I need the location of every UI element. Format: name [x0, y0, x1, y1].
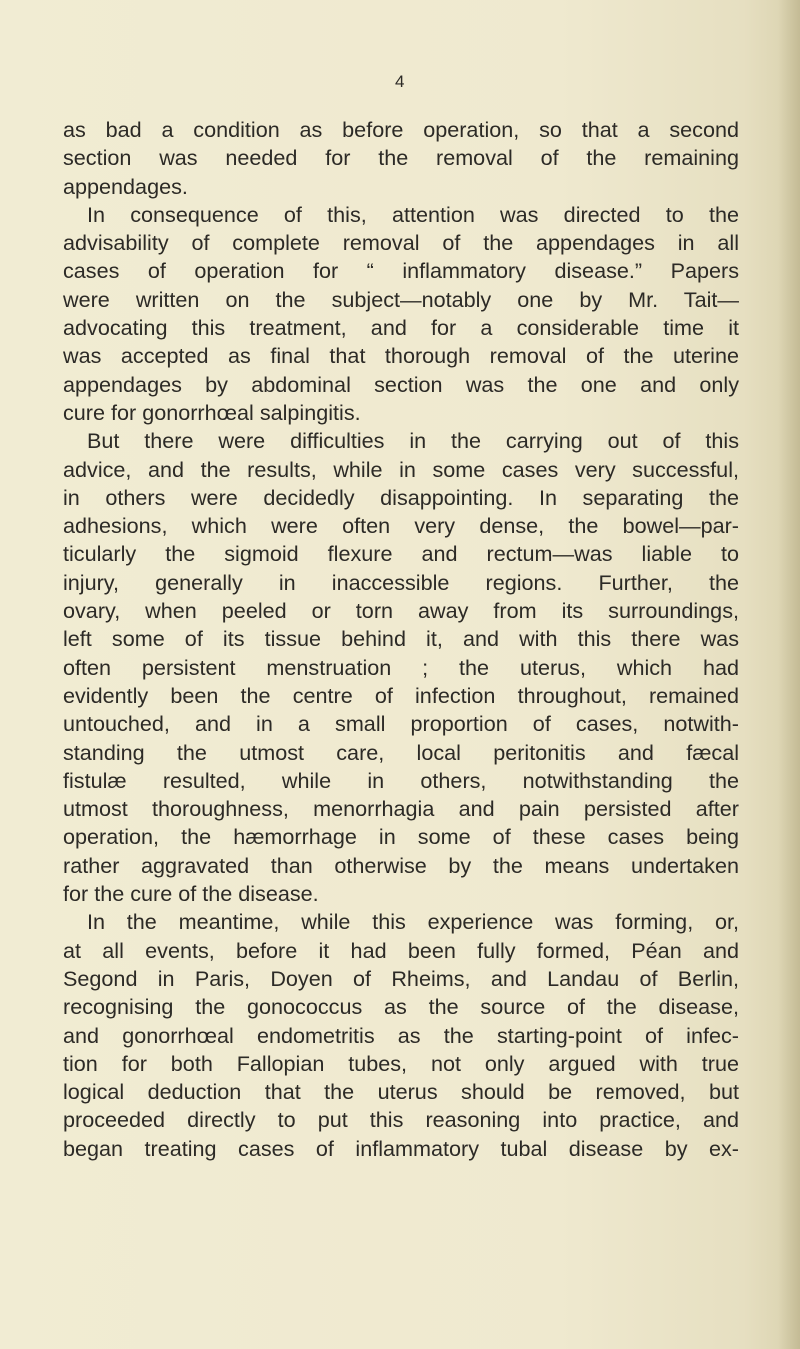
text-line: were written on the subject—notably one by Mr. Tait— [63, 286, 739, 312]
body-text [63, 116, 739, 1163]
text-line: proceeded directly to put this reasoning into practice, and [63, 1107, 739, 1133]
paragraph-first-line: as bad a condition as before operation, so that a second [63, 117, 739, 142]
text-line: operation, the hæmorrhage in some of these cases being [63, 824, 739, 850]
text-line: section was needed for the removal of the remaining [63, 145, 739, 171]
text-line: and gonorrhœal endometritis as the starting-point of infec- [63, 1022, 739, 1048]
paragraph-first-line: But there were difficulties in the carrying out of this [87, 428, 739, 454]
page-edge-shadow [778, 0, 800, 1349]
text-line: recognising the gonococcus as the source of the disease, [63, 994, 739, 1020]
text-line: appendages. [63, 173, 188, 199]
text-line: tion for both Fallopian tubes, not only argued with true [63, 1050, 739, 1076]
paragraph-first-line: In the meantime, while this experience was forming, or, [87, 909, 739, 935]
text-line: cure for gonorrhœal salpingitis. [63, 399, 361, 425]
text-line: in others were decidedly disappointing. In separating the [63, 484, 739, 510]
text-line: injury, generally in inaccessible regions. Further, the [63, 569, 739, 595]
text-line: often persistent menstruation ; the uterus, which had [63, 654, 739, 680]
text-line: Segond in Paris, Doyen of Rheims, and Landau of Berlin, [63, 965, 739, 991]
text-line: at all events, before it had been fully formed, Péan and [63, 937, 739, 963]
text-line: evidently been the centre of infection throughout, remained [63, 682, 739, 708]
text-line: ovary, when peeled or torn away from its surroundings, [63, 598, 739, 624]
text-line: logical deduction that the uterus should be removed, but [63, 1079, 739, 1105]
text-line: untouched, and in a small proportion of cases, notwith- [63, 711, 739, 737]
paragraph-first-line: In consequence of this, attention was directed to the [87, 201, 739, 227]
text-line: utmost thoroughness, menorrhagia and pain persisted after [63, 796, 739, 822]
text-line: began treating cases of inflammatory tubal disease by ex- [63, 1135, 739, 1161]
text-line: appendages by abdominal section was the one and only [63, 371, 739, 397]
page-number: 4 [395, 72, 405, 91]
text-line: advocating this treatment, and for a considerable time it [63, 315, 739, 341]
text-line: advisability of complete removal of the appendages in all [63, 230, 739, 256]
text-line: standing the utmost care, local peritonitis and fæcal [63, 739, 739, 765]
text-line: was accepted as final that thorough removal of the uterine [63, 343, 739, 369]
text-line: for the cure of the disease. [63, 881, 319, 907]
text-line: ticularly the sigmoid flexure and rectum—was liable to [63, 541, 739, 567]
text-line: cases of operation for “ inflammatory disease.” Papers [63, 258, 739, 284]
text-line: adhesions, which were often very dense, the bowel—par- [63, 513, 739, 539]
text-line: fistulæ resulted, while in others, notwithstanding the [63, 767, 739, 793]
text-line: advice, and the results, while in some cases very successful, [63, 456, 739, 482]
text-line: rather aggravated than otherwise by the means undertaken [63, 852, 739, 878]
text-line: left some of its tissue behind it, and with this there was [63, 626, 739, 652]
